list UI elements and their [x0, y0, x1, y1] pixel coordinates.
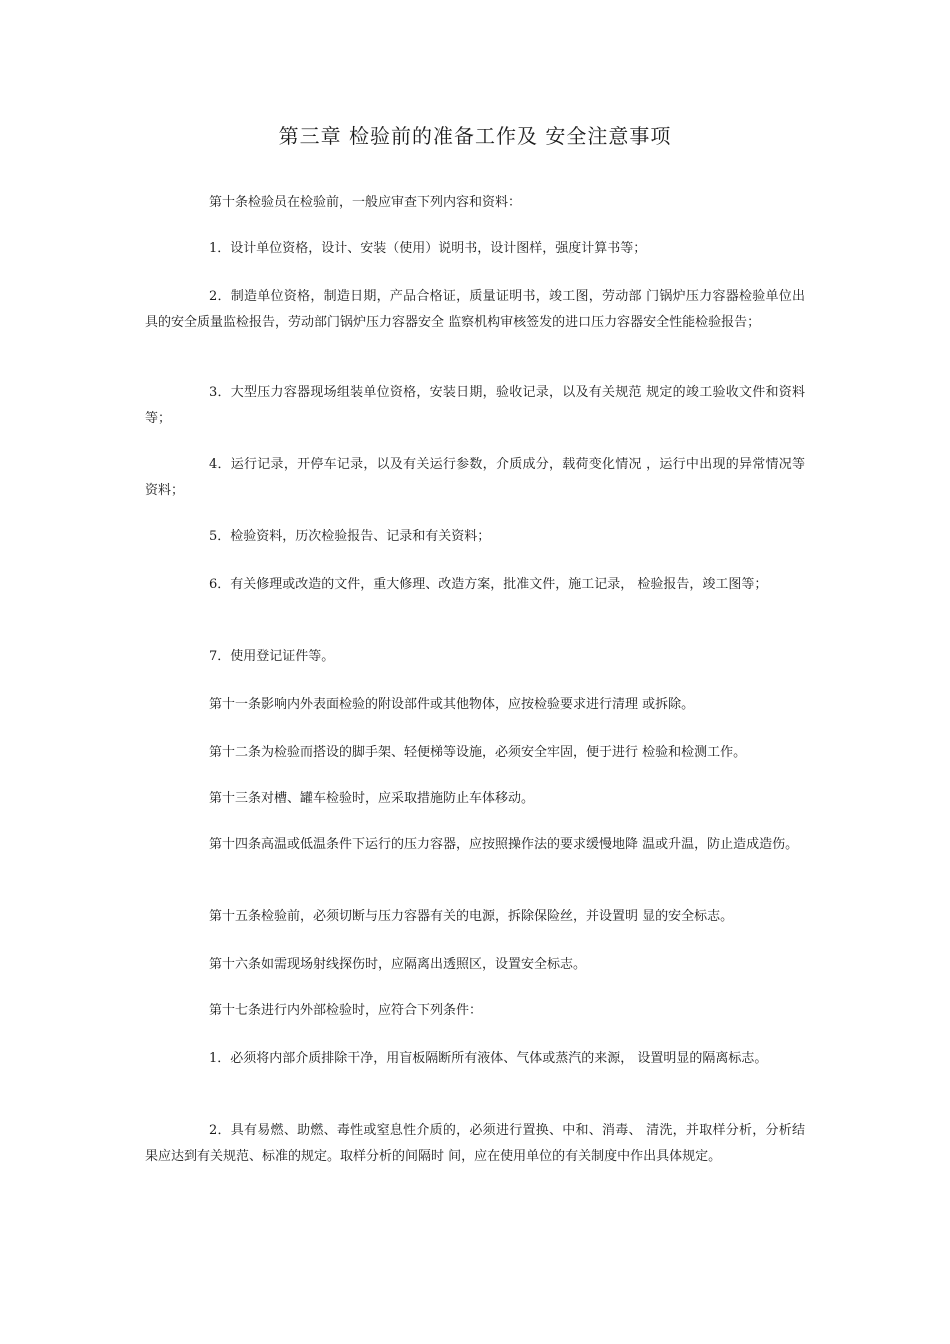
paragraph-article-12: 第十二条为检验而搭设的脚手架、轻便梯等设施，必须安全牢固，便于进行 检验和检测工作。 [209, 745, 747, 760]
paragraph-item-1: 1．设计单位资格，设计、安装（使用）说明书，设计图样，强度计算书等； [209, 241, 647, 256]
paragraph-article-15: 第十五条检验前，必须切断与压力容器有关的电源，拆除保险丝，并设置明 显的安全标志。 [209, 909, 734, 924]
paragraph-article-14: 第十四条高温或低温条件下运行的压力容器，应按照操作法的要求缓慢地降 温或升温，防止造成造伤。 [209, 837, 799, 852]
chapter-title: 第三章 检验前的准备工作及 安全注意事项 [278, 124, 672, 148]
paragraph-item-2: 2．制造单位资格，制造日期，产品合格证，质量证明书，竣工图，劳动部 门锅炉压力容器检验单位出具的安全质量监检报告，劳动部门锅炉压力容器安全 监察机构审核签发的进口压力容器安全性能检验报告； [145, 289, 805, 330]
paragraph-article-13: 第十三条对槽、罐车检验时，应采取措施防止车体移动。 [209, 791, 535, 806]
paragraph-item-6: 6．有关修理或改造的文件，重大修理、改造方案，批准文件，施工记录， 检验报告，竣工图等； [209, 577, 768, 592]
paragraph-article-11: 第十一条影响内外表面检验的附设部件或其他物体，应按检验要求进行清理 或拆除。 [209, 697, 695, 712]
paragraph-item-4: 4．运行记录，开停车记录，以及有关运行参数，介质成分，载荷变化情况 ，运行中出现的异常情况等资料； [145, 457, 805, 498]
paragraph-article-16: 第十六条如需现场射线探伤时，应隔离出透照区，设置安全标志。 [209, 957, 587, 972]
paragraph-item-3: 3．大型压力容器现场组装单位资格，安装日期，验收记录，以及有关规范 规定的竣工验收文件和资料等； [145, 385, 805, 426]
paragraph-item-7: 7．使用登记证件等。 [209, 649, 335, 664]
paragraph-item-5: 5．检验资料，历次检验报告、记录和有关资料； [209, 529, 491, 544]
paragraph-article-10: 第十条检验员在检验前，一般应审查下列内容和资料： [209, 195, 522, 210]
paragraph-condition-1: 1．必须将内部介质排除干净，用盲板隔断所有液体、气体或蒸汽的来源， 设置明显的隔离标志。 [209, 1051, 768, 1066]
paragraph-condition-2: 2．具有易燃、助燃、毒性或窒息性介质的，必须进行置换、中和、消毒、 清洗，并取样分析，分析结果应达到有关规范、标准的规定。取样分析的间隔时 间，应在使用单位的有关制度中作出具体规定。 [145, 1123, 805, 1164]
paragraph-article-17: 第十七条进行内外部检验时，应符合下列条件： [209, 1003, 483, 1018]
